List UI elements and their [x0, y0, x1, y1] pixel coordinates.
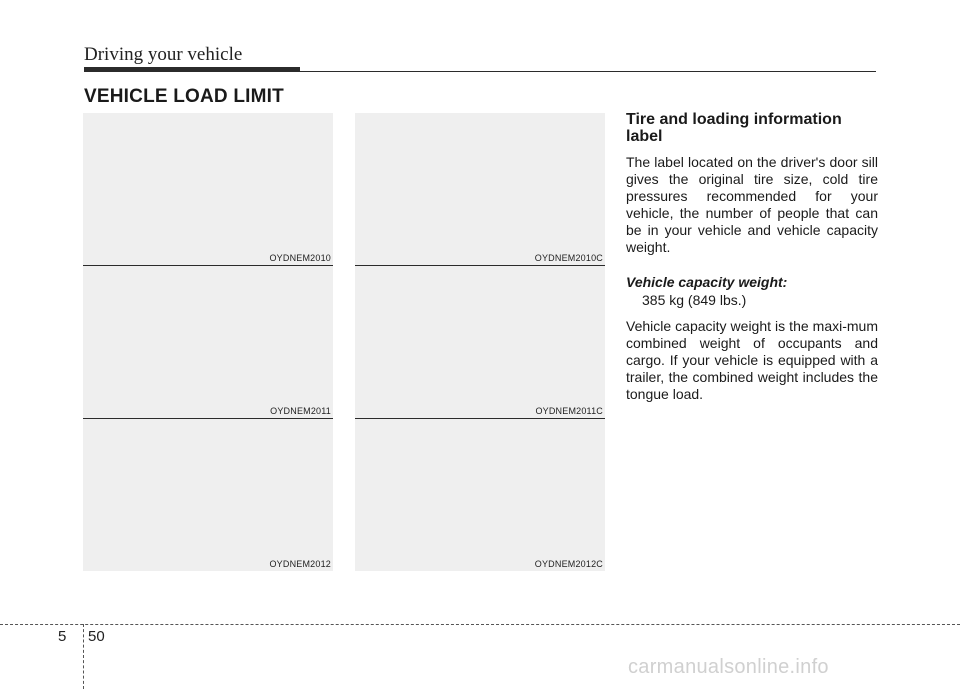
header-rule [84, 71, 876, 72]
figure-right-1 [355, 113, 605, 266]
figure-caption: OYDNEM2012 [269, 559, 331, 569]
figure-caption: OYDNEM2012C [534, 559, 603, 569]
figure-left-3 [83, 419, 333, 571]
intro-paragraph: The label located on the driver's door sill gives the original tire size, cold tire pressures recommended for your vehicle, the number of people that can be in your vehicle and vehicle capacity weight. [626, 154, 878, 255]
page-number: 50 [88, 628, 105, 645]
figure-left-2 [83, 266, 333, 419]
chapter-number: 5 [58, 628, 67, 645]
footer-divider [83, 624, 84, 689]
subsection-title: Tire and loading information label [626, 111, 842, 145]
explanation-paragraph: Vehicle capacity weight is the maxi-mum combined weight of occupants and cargo. If your vehicle is equipped with a trailer, the combined weight includes the tongue load. [626, 318, 878, 402]
footer-rule [0, 624, 960, 625]
spec-label: Vehicle capacity weight: [626, 274, 788, 290]
section-title: VEHICLE LOAD LIMIT [84, 86, 284, 107]
text-column [626, 111, 878, 403]
figure-caption: OYDNEM2011C [535, 406, 603, 416]
figure-right-2 [355, 266, 605, 419]
spec-value: 385 kg (849 lbs.) [642, 292, 747, 308]
figure-left-1 [83, 113, 333, 266]
watermark: carmanualsonline.info [628, 656, 829, 678]
running-header-title: Driving your vehicle [84, 44, 243, 65]
figure-caption: OYDNEM2011 [270, 406, 331, 416]
figure-right-3 [355, 419, 605, 571]
figure-caption: OYDNEM2010 [269, 253, 331, 263]
figure-caption: OYDNEM2010C [534, 253, 603, 263]
